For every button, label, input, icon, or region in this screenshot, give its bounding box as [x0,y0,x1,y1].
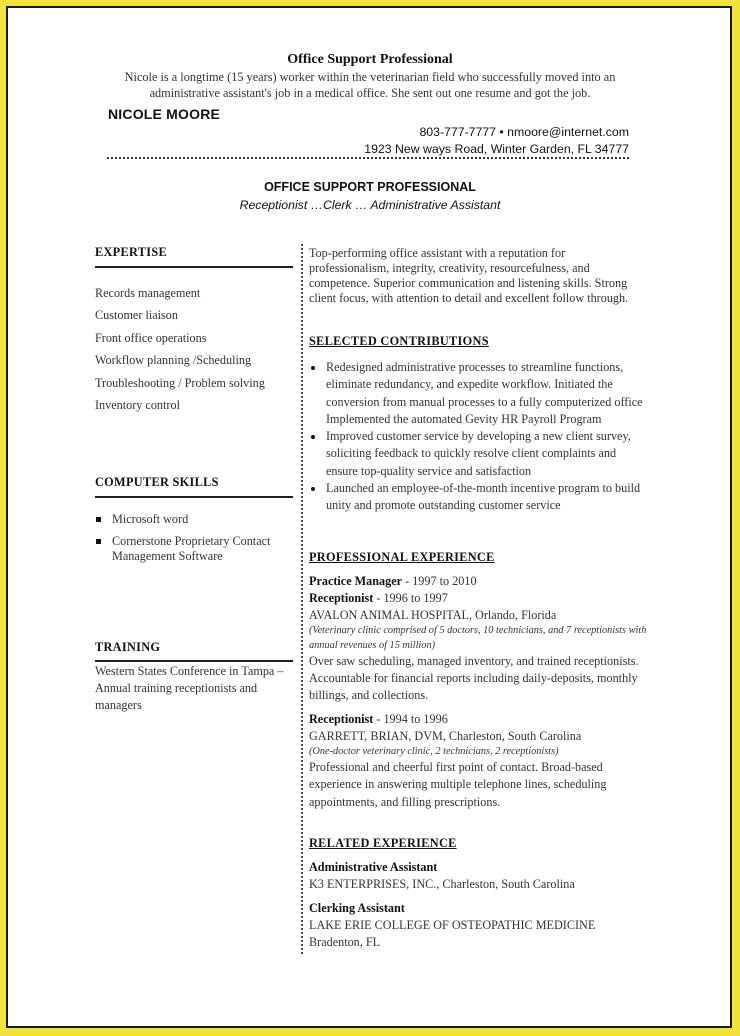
job-dates: - 1996 to 1997 [373,591,448,605]
computer-skills-heading: COMPUTER SKILLS [95,475,219,489]
experience-section [309,550,647,811]
address: 1923 New ways Road, Winter Garden, FL 34777 [364,142,629,156]
list-item [309,359,647,428]
list-item [309,428,647,480]
employer-note: (One-doctor veterinary clinic, 2 technicians, 2 receptionists) [309,745,559,757]
employer: LAKE ERIE COLLEGE OF OSTEOPATHIC MEDICINE [309,918,596,932]
job-description: Professional and cheerful first point of contact. Broad-based experience in answering multiple telephone lines, scheduling appointments, and filling prescriptions. [309,760,607,809]
job-title: Practice Manager [309,574,403,588]
bullet-icon [311,487,315,491]
experience-heading: PROFESSIONAL EXPERIENCE [309,550,495,564]
expertise-rule [95,266,293,268]
list-item: Customer liaison [95,308,178,323]
contact-block [364,124,629,158]
header-divider [107,157,629,159]
square-bullet-icon [96,517,101,522]
column-divider [301,244,303,954]
job-entry [309,573,647,705]
job-entry [309,711,647,811]
employer-location: Bradenton, FL [309,935,381,949]
contributions-section [309,334,647,515]
training-rule [95,660,293,662]
summary-text: Top-performing office assistant with a reputation for professionalism, integrity, creativity, resourcefulness, and competence. Superior communication and listening skills. Strong client focus, with attention to detail and excellent follow through. [309,246,629,305]
list-item-text: Microsoft word [112,512,189,526]
job-dates: - 1997 to 2010 [402,574,477,588]
resume-subheadline: Receptionist …Clerk … Administrative Assistant [239,198,501,212]
list-item: Workflow planning /Scheduling [95,353,252,368]
training-heading: TRAINING [95,640,161,654]
square-bullet-icon [96,539,101,544]
expertise-section [95,245,293,416]
list-item [309,480,647,515]
computer-skills-list [95,512,293,565]
related-heading: RELATED EXPERIENCE [309,836,457,850]
candidate-name: NICOLE MOORE [108,106,221,122]
job-entry [309,900,647,951]
employer: GARRETT, BRIAN, DVM, Charleston, South Carolina [309,728,582,743]
list-item-text: Redesigned administrative processes to streamline functions, eliminate redundancy, and expedite workflow. Initiated the conversion from manual processes to a fully computerized office Implemented the automated Gevity HR Payroll Program [326,360,643,426]
job-title: Administrative Assistant [309,860,438,874]
summary-section [309,246,647,306]
list-item-text: Improved customer service by developing a new client survey, soliciting feedback to quickly resolve client complaints and ensure top-quality service and satisfaction [326,429,631,478]
list-item: Records management [95,286,201,300]
page-description: Nicole is a longtime (15 years) worker within the veterinarian field who successfully moved into an administrative assistant's job in a medical office. She sent out one resume and got the job. [124,70,616,100]
job-title: Receptionist [309,591,374,605]
contributions-list [309,359,647,515]
job-description: Over saw scheduling, managed inventory, and trained receptionists. Accountable for financial reports including daily-deposits, monthly billings, and collections. [309,654,639,703]
list-item: Inventory control [95,398,180,413]
job-title-line [309,573,647,590]
list-item-text: Cornerstone Proprietary Contact Management Software [112,533,271,563]
employer: AVALON ANIMAL HOSPITAL, Orlando, Florida [309,608,557,622]
bullet-icon [311,435,315,439]
computer-skills-section [95,475,293,571]
bullet-icon [311,366,315,370]
list-item-text: Launched an employee-of-the-month incentive program to build unity and promote outstanding customer service [326,481,641,513]
training-text: Western States Conference in Tampa – Annual training receptionists and managers [95,664,284,712]
list-item: Front office operations [95,330,207,345]
page-title: Office Support Professional [287,52,453,67]
job-entry [309,859,647,893]
employer: K3 ENTERPRISES, INC., Charleston, South Carolina [309,877,575,891]
resume-headline: OFFICE SUPPORT PROFESSIONAL [264,180,476,194]
job-title-line [309,711,647,728]
job-dates: - 1994 to 1996 [373,711,448,726]
computer-skills-rule [95,496,293,498]
employer-note: (Veterinary clinic comprised of 5 doctors, 10 technicians, and 7 receptionists with annual revenues of 15 million) [309,625,647,651]
job-title: Clerking Assistant [309,901,405,915]
expertise-list [95,282,293,416]
list-item: Troubleshooting / Problem solving [95,375,265,390]
list-item [95,512,293,528]
job-title-line [309,590,647,607]
related-section [309,836,647,951]
contributions-heading: SELECTED CONTRIBUTIONS [309,334,489,348]
expertise-heading: EXPERTISE [95,245,167,259]
training-section [95,640,293,714]
phone-email: 803-777-7777 • nmoore@internet.com [419,125,629,139]
job-title: Receptionist [309,711,374,726]
list-item [95,534,293,565]
